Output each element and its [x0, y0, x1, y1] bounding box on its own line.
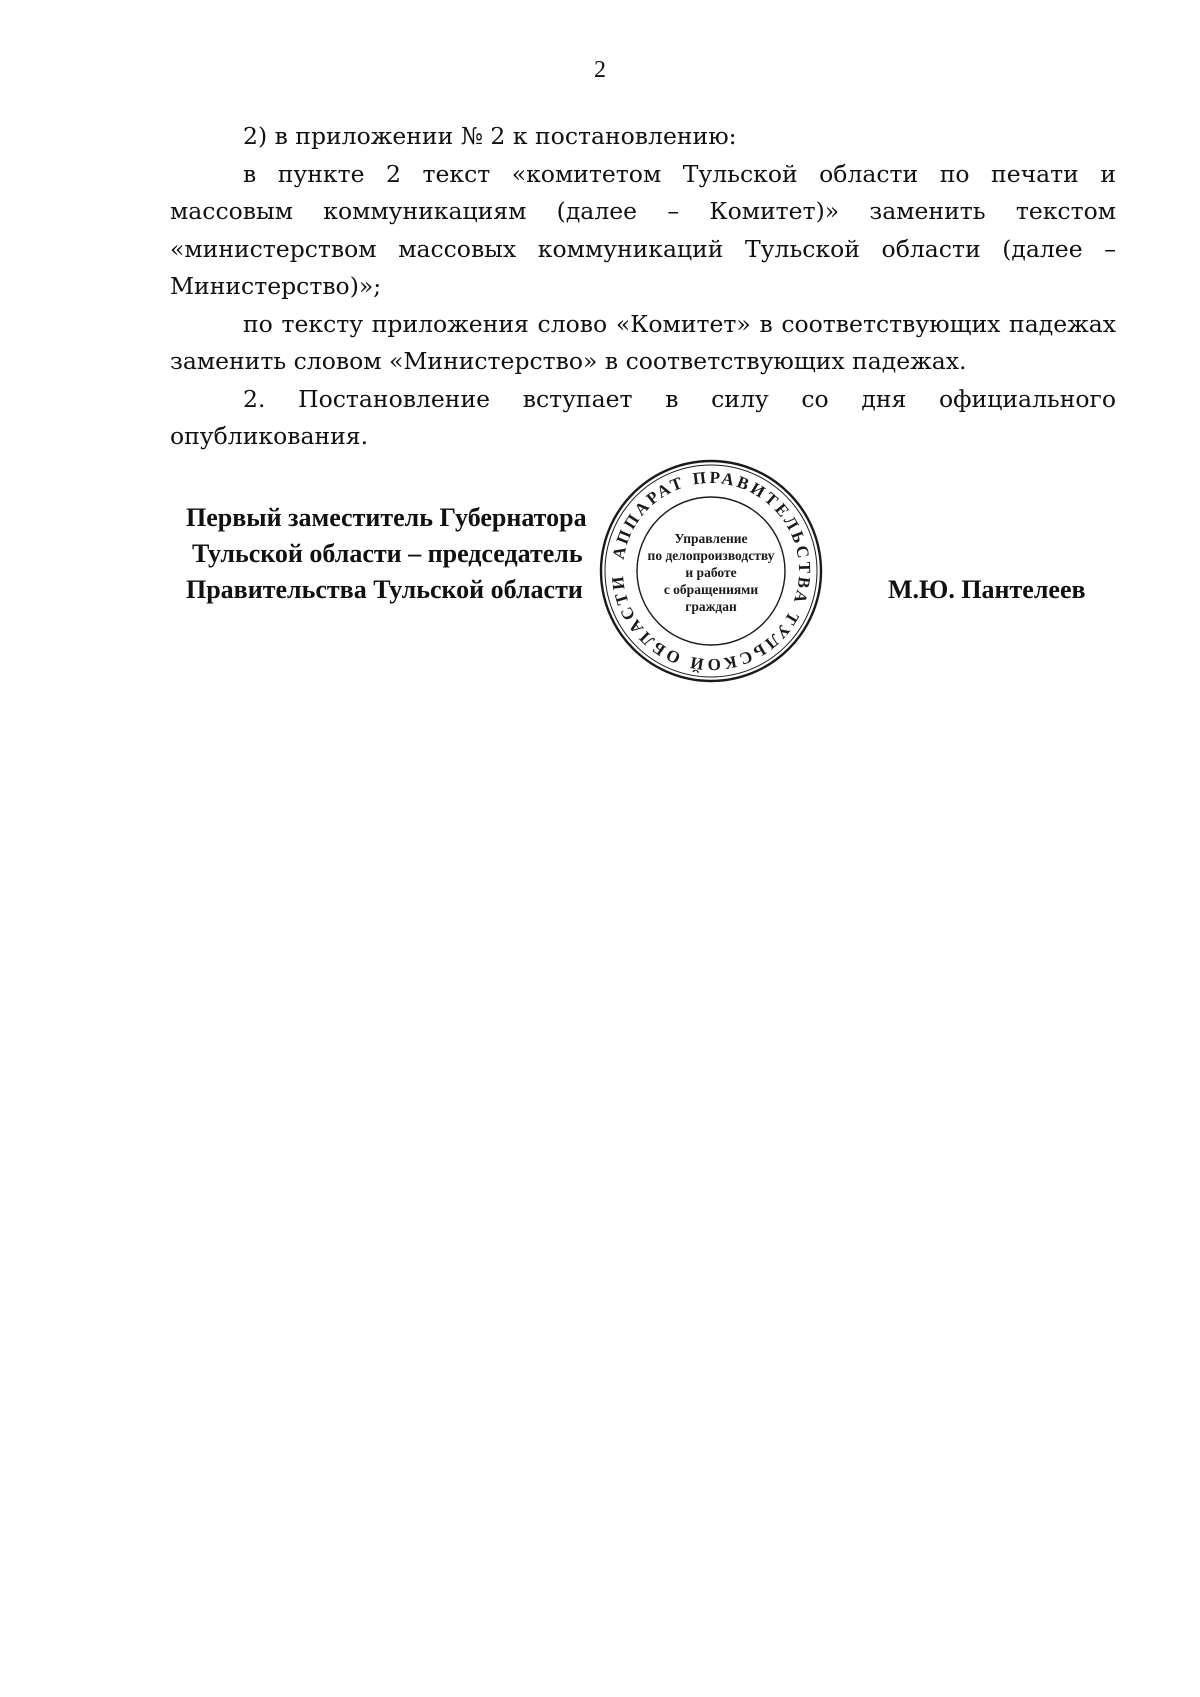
page-number: 2: [594, 57, 606, 83]
paragraph-word-replacement: по тексту приложения слово «Комитет» в соответствующих падежах заменить словом «Министерство» в соответствующих падежах.: [170, 309, 1116, 375]
signatory-title-line-3: Правительства Тульской области: [186, 575, 583, 604]
seal-center-line: Управление: [674, 531, 748, 546]
document-body: [170, 118, 1116, 456]
official-seal: [598, 458, 824, 684]
seal-ring-text: АППАРАТ ПРАВИТЕЛЬСТВА ТУЛЬСКОЙ ОБЛАСТИ: [607, 467, 815, 675]
seal-center-text: [634, 530, 788, 615]
seal-center-line: с обращениями: [663, 582, 759, 597]
signatory-name: М.Ю. Пантелеев: [888, 575, 1086, 604]
signatory-title-line-2: Тульской области – председатель: [192, 539, 583, 568]
paragraph-amendment-appendix: 2) в приложении № 2 к постановлению:: [243, 122, 737, 150]
signatory-title-line-1: Первый заместитель Губернатора: [186, 503, 587, 532]
signatory-title: [186, 500, 587, 608]
paragraph-point-2-replacement: в пункте 2 текст «комитетом Тульской области по печати и массовым коммуникациям (далее – Комитет)» заменить текстом «министерством массовых коммуникаций Тульской области (далее – Министерство)»;: [170, 159, 1116, 300]
paragraph-entry-into-force: 2. Постановление вступает в силу со дня официального опубликования.: [170, 384, 1116, 450]
seal-center-line: по делопроизводству: [647, 548, 775, 563]
seal-center-line: и работе: [685, 565, 737, 580]
seal-center-line: граждан: [685, 599, 737, 614]
